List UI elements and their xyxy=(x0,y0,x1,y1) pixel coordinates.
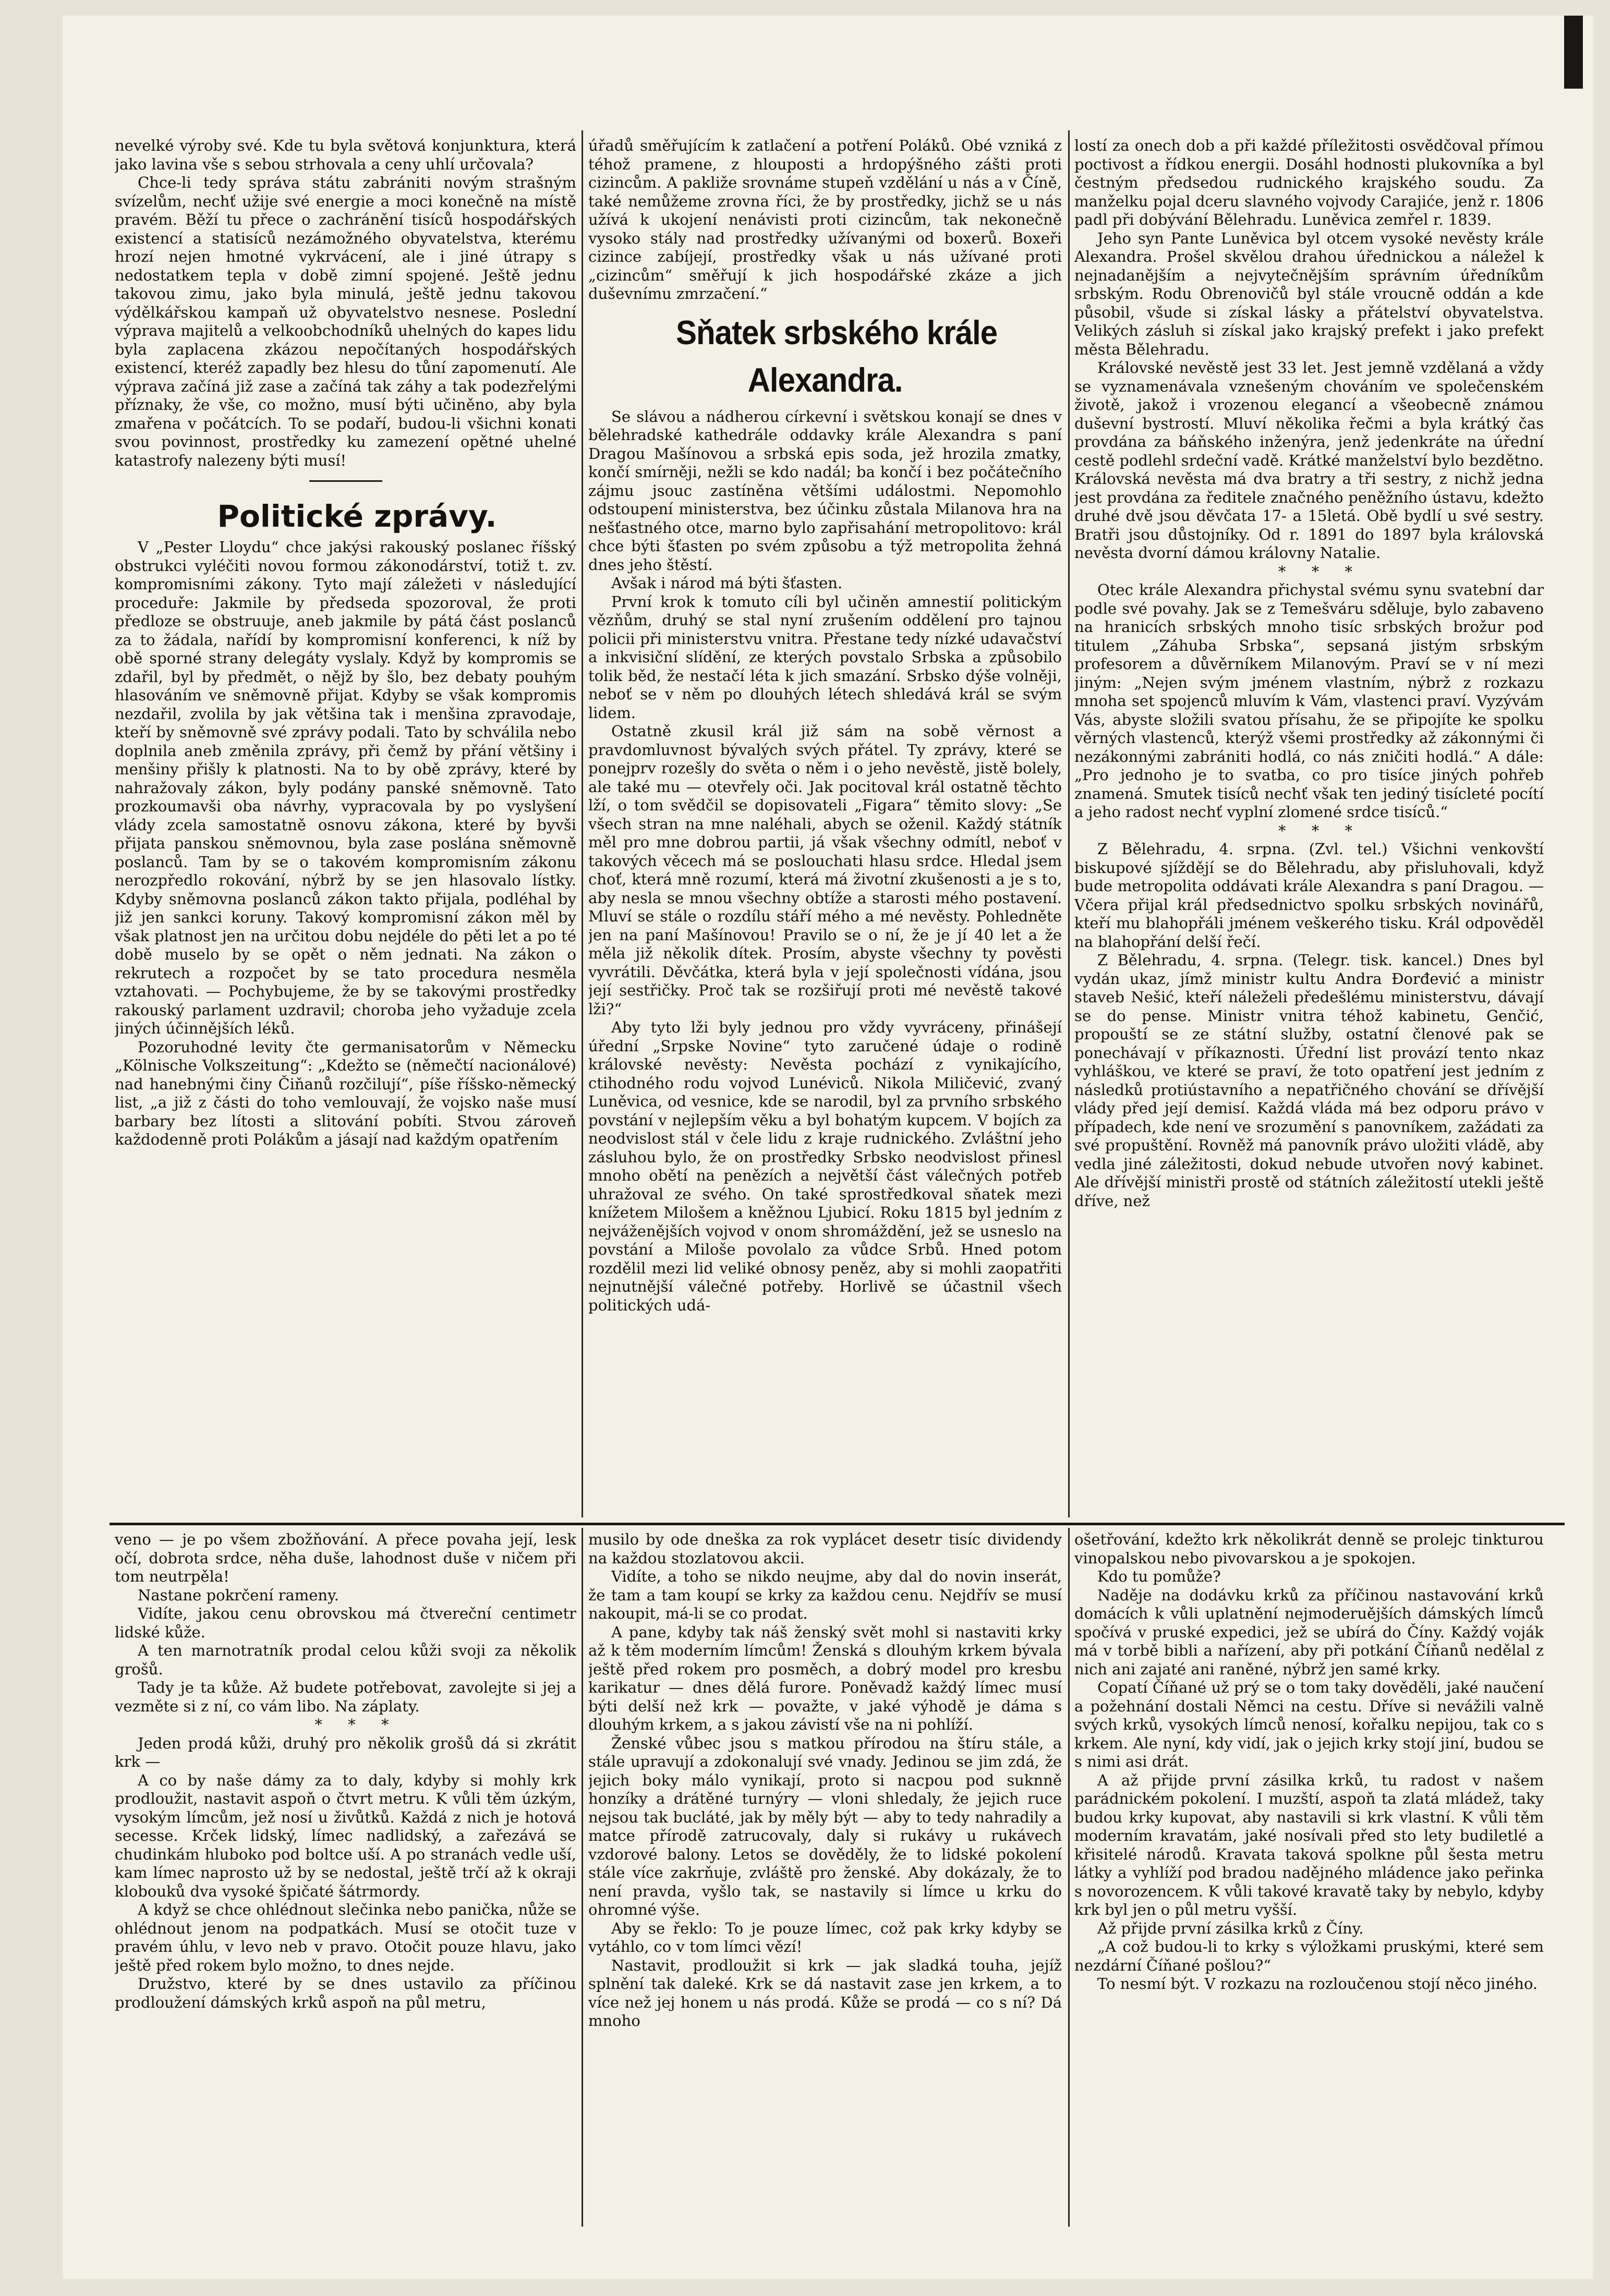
divider-line xyxy=(309,480,382,482)
paragraph: Kdo tu pomůže? xyxy=(1097,1568,1221,1585)
paragraph: A když se chce ohlédnout slečinka nebo panička, nůže se ohlédnout jenom na podpatkách. Musí se otočit tuze v pravém úhlu, v levo neb v pravo. Otočit pouze hlavu, jako ještě před rokem bylo možno, to dnes nejde. xyxy=(115,1901,576,1974)
paragraph: Vidíte, jakou cenu obrovskou má čtvereční centimetr lidské kůže. xyxy=(115,1605,576,1641)
paragraph: Vidíte, a toho se nikdo neujme, aby dal do novin inserát, že tam a tam koupí se krky za každou cenu. Nejdřív se musí nakoupit, má-li se co prodat. xyxy=(588,1568,1062,1622)
paragraph: musilo by ode dneška za rok vyplácet desetr tisíc dividendy na každou stozlatovou akcii. xyxy=(588,1530,1062,1567)
paragraph: A až přijde první zásilka krků, tu radost v našem parádnickém pokolení. I muzští, aspoň ta zlatá mládež, taky budou krky kupovat, aby nastavili si krk vlastní. K vůli těm moderním kravatám, jaké nosívali před sto lety budiletlé a křisitelé národů. Kravata taková spolkne půl šesta metru látky a vyhlíží pod bradou nadějného mládence jako peřinka s novorozencem. K vůli takové kravatě taky by nebylo, kdyby krk byl jen o půl metru vyšší. xyxy=(1074,1771,1544,1918)
paragraph: Jeho syn Pante Luněvica byl otcem vysoké nevěsty krále Alexandra. Prošel skvělou drahou úřednickou a náležel k nejnadanějším a nejvytečnějším správním úředníkům srbským. Rodu Obrenovičů byl stále vroucně oddán a kde působil, všude si získal lásky a přátelství obyvatelstva. Velikých zásluh si získal jako krajský prefekt i jako prefekt města Bělehradu. xyxy=(1074,229,1544,358)
paragraph: Avšak i národ má býti šťasten. xyxy=(611,574,843,592)
paragraph: Jeden prodá kůži, druhý pro několik grošů dá si zkrátit krk — xyxy=(115,1734,576,1770)
separator-stars: * * * xyxy=(1278,821,1363,840)
paragraph: Copatí Číňané už prý se o tom taky dověděli, jaké naučení a požehnání dostali Němci na cestu. Dříve si nevážili valně svých krků, vysokých límců nenosí, kořalku nepijou, tak co s krkem. Ale nyní, kdy vidí, jak o jejich krky stojí jiní, budou se s nimi asi drát. xyxy=(1074,1679,1544,1770)
paragraph: Královské nevěstě jest 33 let. Jest jemně vzdělaná a vždy se vyznamenávala vznešeným chováním ve společenském životě, jakož i vrozenou elegancí a všeobecně známou duševní bystrostí. Mluví několika řečmi a byla krátký čas provdána za báňského inženýra, jenž jedenkráte na úřední cestě podlehl srdeční vadě. Krátké manželství bylo bezdětno. Královská nevěsta má dva bratry a tři sestry, z nichž jedna jest provdána za ředitele značného peněžního ústavu, kdežto druhé dvě jsou děvčata 17- a 15letá. Obě bydlí u své sestry. Bratři jsou důstojníky. Od r. 1891 do 1897 byla královská nevěsta dvorní dámou královny Natalie. xyxy=(1074,359,1544,562)
separator-stars: * * * xyxy=(314,1716,400,1733)
paragraph: Ostatně zkusil král již sám na sobě věrnost a pravdomluvnost bývalých svých přátel. Ty zprávy, které se ponejprv rozešly do světa o něm i o jeho nevěstě, jistě bolely, ale také mu — otevřely oči. Jak pocitoval král ostatně těchto lží, o tom svědčil se dopisovateli „Figara“ těmito slovy: „Se všech stran na mne naléhali, abych se oženil. Každý státník měl pro mne dobrou partii, já však všechny odmítl, neboť v takových věcech má se poslouchati hlasu srdce. Hledal jsem choť, která mně rozumí, která má životní zkušenosti a je s to, aby nesla se mnou všechny obtíže a starosti mého postavení. Mluví se stále o rozdílu stáří mého a mé nevěsty. Pohledněte jen na paní Mašínovou! Pravilo se o ní, že je jí 40 let a že měla již několik dítek. Prosím, abyste všechny ty pověsti vyvrátili. Děvčátka, která byla v její společnosti vídána, jsou její sestřičky. Proč tak se rozšiřují proti mé nevěstě takové lži?“ xyxy=(588,722,1062,1018)
upper-column-1 xyxy=(115,137,576,1518)
paragraph: Aby se řeklo: To je pouze límec, což pak krky kdyby se vytáhlo, co v tom límci vězí! xyxy=(588,1919,1062,1955)
paragraph: nevelké výroby své. Kde tu byla světová konjunktura, která jako lavina vše s sebou strhovala a ceny uhlí určovala? xyxy=(115,137,576,173)
paragraph: Naděje na dodávku krků za příčinou nastavování krků domácích k vůli uplatnění nejmoderuějších dámských límců spočívá v pruské expedici, jež se ubírá do Číny. Každý voják má v torbě bibli a nařízení, aby při potkání Číňanů nedělal z nich ani zajaté ani raněné, nýbrž jen samé krky. xyxy=(1074,1586,1544,1678)
paragraph: A ten marnotratník prodal celou kůži svoji za několik grošů. xyxy=(115,1642,576,1678)
paragraph: Z Bělehradu, 4. srpna. (Telegr. tisk. kancel.) Dnes byl vydán ukaz, jímž ministr kultu Andra Đorđević a ministr staveb Nešić, kteří náleželi předešlému ministerstvu, dávají se do pense. Ministr vnitra téhož kabinetu, Genčić, propouští se ze státní služby, ostatní členové pak se ponechávají v příkaznosti. Úřední list provází tento nkaz vyhláškou, ve které se praví, že toto opatření jest jedním z následků protiústavního a nepatřičného chování se dřívější vlády před její demisí. Každá vláda má bez odporu právo v případech, kde není ve srozumění s panovníkem, zažádati za své propuštění. Rovněž má panovník právo uložiti vládě, aby vedla jiné záležitosti, dokud nebude utvořen nový kabinet. Ale dřívější ministři prostě od státních záležitostí utekli ještě dříve, než xyxy=(1074,951,1544,1210)
upper-column-2 xyxy=(588,137,1062,1518)
paragraph: Nastane pokrčení rameny. xyxy=(138,1586,339,1604)
column-divider xyxy=(582,1528,583,2227)
article-heading: Sňatek srbského krále Alexandra. xyxy=(675,313,997,399)
paragraph: Nastavit, prodloužit si krk — jak sladká touha, jejíž splnění tak daleké. Krk se dá nastavit zase jen krkem, a to více než jej honem u nás prodá. Kůže se prodá — co s ní? Dá mnoho xyxy=(588,1956,1062,2030)
paragraph: Až přijde první zásilka krků z Číny. xyxy=(1097,1919,1364,1937)
section-divider xyxy=(110,1523,1565,1525)
paragraph: Aby tyto lži byly jednou pro vždy vyvráceny, přinášejí úřední „Srpske Novine“ tyto zaručené údaje o rodině královské nevěsty: Nevěsta pochází z vynikajícího, ctihodného rodu vojvod Lunéviců. Nikola Miličević, zvaný Luněvica, od vesnice, kde se narodil, byl za prvního srbského povstání v nejlepším věku a byl bohatým kupcem. V bojích za neodvislost stál v čele lidu z kraje rudnického. Zvláštní jeho zásluhou bylo, že on prostředky Srbsko neodvislost přinesl mnoho obětí na penězích a největší část válečných potřeb uhražoval ze svého. On také sprostředkoval sňatek mezi knížetem Milošem a kněžnou Ljubicí. Roku 1815 byl jedním z nejváženějších vojvod v onom shromáždění, jež se usneslo na povstání a Miloše povolalo za vůdce Srbů. Hned potom rozdělil mezi lid veliké obnosy peněz, aby si mohli zaopatřiti nejnutnější válečné potřeby. Horlivě se účastnil všech politických udá- xyxy=(588,1018,1062,1314)
upper-column-3 xyxy=(1074,137,1544,1518)
paragraph: Chce-li tedy správa státu zabrániti novým strašným svízelům, nechť užije své energie a moci konečně na místě pravém. Běží tu přece o zachránění tisíců hospodářských existencí a statisíců nezámožného obyvatelstva, kterému hrozí nejen hmotné vykrvácení, ale i jiné útrapy s nedostatkem tepla v době zimní spojené. Ještě jednu takovou zimu, jako byla minulá, ještě jednu takovou výdělkářskou kampaň už obyvatelstvo nesnese. Poslední výprava majitelů a velkoobchodníků uhelných do kapes lidu byla zaplacena zkázou nepočítaných hospodářských existencí, kteréž zapadly bez hlesu do tůní zapomenutí. Ale výprava začíná již zase a začíná tak záhy a tak podezřelými příznaky, že vše, co možno, musí býti učiněno, aby byla zmařena v počátcích. To se podaří, budou-li všichni konati svou povinnost, prostředky ku zamezení opětné uhelné katastrofy nalezeny býti musí! xyxy=(115,174,576,469)
paragraph: Ženské vůbec jsou s matkou přírodou na štíru stále, a stále upravují a zdokonalují své vnady. Jedinou se jim zdá, že jejich boky málo vynikají, proto si nacpou pod suknně honzíky a drátěné turnýry — vloni shledaly, že jejich ruce nejsou tak bucláté, jak by měly být — aby to tedy nahradily a matce přírodě zatrucovaly, daly si rukávy u rukávech vzdorové balony. Letos se dověděly, že to lidské pokolení stále více zakrňuje, zvláště pro ženské. Aby dokázaly, že to není pravda, vyšlo tak, se nastavily si límce u krku do ohromné výše. xyxy=(588,1734,1062,1918)
paragraph: lostí za onech dob a při každé příležitosti osvědčoval přímou poctivost a řídkou energii. Dosáhl hodnosti plukovníka a byl čestným předsedou rudnického krajského soudu. Za manželku pojal dceru slavného vojvody Carajiće, jenž r. 1806 padl při dobývání Bělehradu. Luněvica zemřel r. 1839. xyxy=(1074,137,1544,228)
lower-column-1 xyxy=(115,1530,576,2229)
column-divider xyxy=(1068,1528,1070,2227)
paragraph: A co by naše dámy za to daly, kdyby si mohly krk prodloužit, nastavit aspoň o čtvrt metru. K vůli těm úzkým, vysokým límcům, jež nosí u živůtků. Každá z nich je hotová secesse. Krček lidský, límec nadlidský, a zařezává se chudinkám hluboko pod boltce uší. A po stranách vedle uší, kam límec naprosto už by se nedostal, ještě trčí až k okraji klobouků dva vysoké špičaté šátrmordy. xyxy=(115,1771,576,1900)
column-divider xyxy=(582,130,583,1517)
paragraph: Z Bělehradu, 4. srpna. (Zvl. tel.) Všichni venkovští biskupové sjíždějí se do Bělehradu, aby přisluhovali, když bude metropolita oddávati krále Alexandra s paní Dragou. — Včera přijal král předsednictvo spolku srbských novinářů, kteří mu blahopřáli jménem veškerého tisku. Král odpověděl na blahopřání delší řečí. xyxy=(1074,840,1544,951)
paragraph: V „Pester Lloydu“ chce jakýsi rakouský poslanec říšský obstrukci vyléčiti novou formou zákonodárství, totiž t. zv. kompromisními zákony. Tyto mají záležeti v následující proceduře: Jakmile by předseda spozoroval, že proti předloze se obstruuje, aneb jakmile by pátá část poslanců za to žádala, nařídí by kompromisní konferenci, k níž by obě sporné strany delegáty vyslaly. Když by kompromis se zdařil, byl by předmět, o nějž by šlo, bez debaty pouhým hlasováním ve sněmovně přijat. Kdyby se však kompromis nezdařil, zvolila by jak většina tak i menšina zpravodaje, kteří by sněmovně své zprávy podali. Tato by schválila nebo doplnila aneb změnila zprávy, při čemž by přání většiny i menšiny přišly k platnosti. Na to by obě zprávy, které by nahražovaly zákon, byly podány panské sněmovně. Tato prozkoumavši oba návrhy, vypracovala by po vyslyšení vlády zcela samostatně osnovu zákona, které by byvši přijata panskou sněmovnou, byla zase poslána sněmovně poslanců. Tam by se o takovém kompromisním zákonu nerozpředlo rokování, nýbrž by se jen hlasovalo lístky. Kdyby sněmovna poslanců zákon takto přijala, podléhal by již jen sankci koruny. Takový kompromisní zákon měl by však platnost jen na určitou dobu nejdéle do pěti let a po té době muselo by se opět o něm jednati. Na zákon o rekrutech a rozpočet by se tato procedura nesměla vztahovati. — Pochybujeme, že by se takovými prostředky rakouský parlament uzdravil; choroba jeho vyžaduje zcela jiných účinnějších léků. xyxy=(115,538,576,1037)
paragraph: To nesmí být. V rozkazu na rozloučenou stojí něco jiného. xyxy=(1097,1975,1538,1993)
separator-stars: * * * xyxy=(1278,562,1363,580)
paragraph: Družstvo, které by se dnes ustavilo za příčinou prodloužení dámských krků aspoň na půl metru, xyxy=(115,1975,576,2011)
section-heading: Politické zprávy. xyxy=(217,499,497,534)
margin-bar xyxy=(1564,16,1583,89)
paragraph: Se slávou a nádherou církevní i světskou konají se dnes v bělehradské kathedrále oddavky krále Alexandra s paní Dragou Mašínovou a srbská epis soda, jež hrozila zmatky, končí smírněji, nežli se kdo nadál; ba končí i bez počátečního zájmu jsouc zastíněna většími událostmi. Nepomohlo odstoupení ministerstva, bez účinku zůstala Milanova hra na nešťastného otce, marno bylo zapřisahání metropolitovo: král chce býti šťasten po svém způsobu a týž metropolita žehná dnes jeho štěstí. xyxy=(588,407,1062,574)
paragraph: A pane, kdyby tak náš ženský svět mohl si nastaviti krky až k těm moderním límcům! Ženská s dlouhým krkem bývala ještě před rokem pro posměch, a dobrý model pro kresbu karikatur — dnes dělá furore. Poněvadž každý límec musí býti delší než krk — považte, v jaké výhodě je dáma s dlouhým krkem, a s jakou závistí vše na ni pohlíží. xyxy=(588,1623,1062,1733)
paragraph: veno — je po všem zbožňování. A přece povaha její, lesk očí, dobrota srdce, něha duše, lahodnost duše v ničem při tom neutrpěla! xyxy=(115,1530,576,1585)
paragraph: úřadů směřujícím k zatlačení a potření Poláků. Obé vzniká z téhož pramene, z hlouposti a hrdopýšného zášti proti cizincům. A pakliže srovnáme stupeň vzdělání u nás a v Číně, také nemůžeme zrovna říci, že by prostředky, jichž se u nás užívá k ukojení nenávisti proti cizincům, tak nekonečně vysoko stály nad prostředky užívanými od boxerů. Boxeři cizince zabíjejí, prostředky však u nás užívané proti „cizincům“ směřují k jich hospodářské zkáze a jich duševnímu zmrzačení.“ xyxy=(588,137,1062,302)
paragraph: První krok k tomuto cíli byl učiněn amnestií politickým vězňům, druhý se stal nyní zrušením oddělení pro tajnou policii při ministerstvu vnitra. Přestane tedy nízké udavačství a inkvisiční slídění, ze kterých povstalo Srbska a způsobilo tolik běd, že nestačí léta k jich smazání. Srbsko dýše volněji, neboť se v něm po dlouhých létech shledává král se svým lidem. xyxy=(588,592,1062,722)
paragraph: Tady je ta kůže. Až budete potřebovat, zavolejte si jej a vezměte si z ní, co vám libo. Na záplaty. xyxy=(115,1679,576,1715)
column-divider xyxy=(1068,130,1070,1517)
paragraph: Otec krále Alexandra přichystal svému synu svatební dar podle své povahy. Jak se z Temešváru sděluje, bylo zabaveno na hranicích srbských mnoho tisíc srbských brožur pod titulem „Záhuba Srbska“, sepsaná jistým srbským profesorem a důvěrníkem Milanovým. Praví se v ní mezi jiným: „Nejen svým jménem vlastním, nýbrž z rozkazu mnoha set spojenců mluvím k Vám, vlastenci praví. Vyzývám Vás, abyste složili svatou přísahu, že se připojíte ke spolku věrných vlastenců, kterýž všemi prostředky až zákonnými či nezákonnými zabrániti hodlá, co nás zničiti hodlá.“ A dále: „Pro jednoho je to svatba, co pro tisíce jiných pohřeb znamená. Smutek tisíců nechť však ten jediný tisícleté pocítí a jeho radost nechť vyplní zlomené srdce tisíců.“ xyxy=(1074,581,1544,821)
paragraph: ošetřování, kdežto krk několikrát denně se prolejc tinkturou vinopalskou nebo pivovarskou a je spokojen. xyxy=(1074,1530,1544,1567)
lower-column-3 xyxy=(1074,1530,1544,2229)
paragraph: Pozoruhodné levity čte germanisatorům v Německu „Kölnische Volkszeitung“: „Kdežto se (němečtí nacionálové) nad hanebnými činy Čiňanů rozčilují“, píše říšsko-německý list, „a již z části do toho vemlouvají, že vojsko naše musí barbary bez lítosti a slitování pobíti. Stvou zároveň každodenně proti Polákům a jásají nad každým opatřením xyxy=(115,1038,576,1148)
lower-column-2 xyxy=(588,1530,1062,2229)
paragraph: „A což budou-li to krky s výložkami pruskými, které sem nezdární Číňané pošlou?“ xyxy=(1074,1938,1544,1974)
